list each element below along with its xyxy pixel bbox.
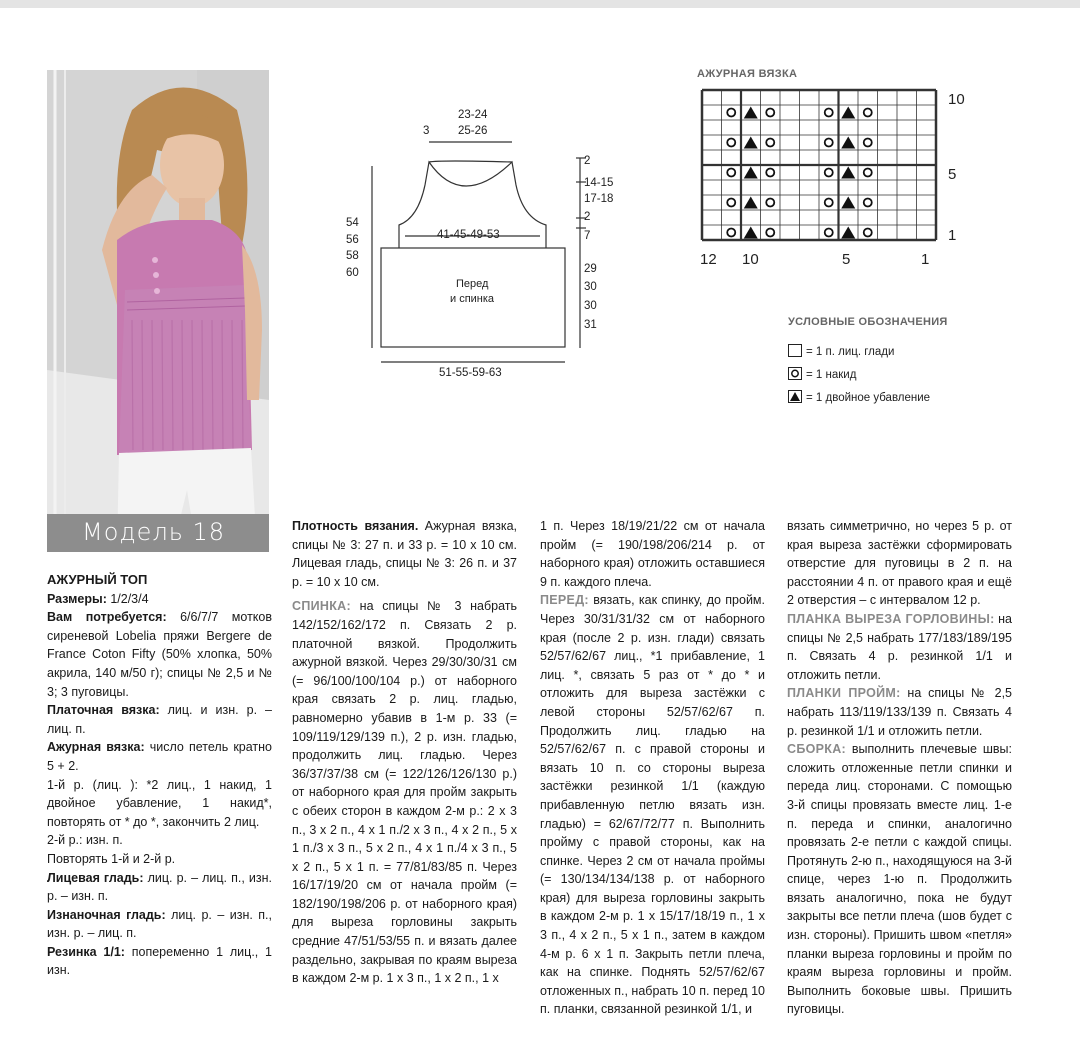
legend-decrease-label: = 1 двойное убавление xyxy=(806,392,931,404)
row-label-5: 5 xyxy=(948,166,957,183)
model-photo xyxy=(47,70,269,552)
double-decrease-symbol xyxy=(841,107,855,119)
length-4: 60 xyxy=(346,267,359,279)
col-label-12: 12 xyxy=(700,251,717,268)
col-label-10: 10 xyxy=(742,251,759,268)
yarn-over-symbol xyxy=(825,139,833,147)
length-2: 56 xyxy=(346,234,359,246)
reverse-stockinette-paragraph: Изнаночная гладь: лиц. р. – изн. п., изн. р. – лиц. п. xyxy=(47,907,272,941)
column-2 xyxy=(292,517,517,988)
body-label-1: Перед xyxy=(456,278,489,290)
column-4 xyxy=(787,517,1012,1019)
body-dim-2: 30 xyxy=(584,281,597,293)
double-decrease-symbol xyxy=(744,167,758,179)
stockinette-paragraph: Лицевая гладь: лиц. р. – лиц. п., изн. р. – изн. п. xyxy=(47,870,272,904)
yarn-over-symbol xyxy=(766,169,774,177)
yarn-over-symbol xyxy=(727,199,735,207)
right-dim-4: 2 xyxy=(584,211,591,223)
double-decrease-symbol xyxy=(744,107,758,119)
materials-paragraph: Вам потребуется: 6/6/7/7 мотков сиреневой Lobelia пряжи Bergere de France Coton Fifty (50% хлопка, 50% акрила, 140 м/50 г); спицы № 2,5 и № 3; 3 пуговицы. xyxy=(47,610,272,699)
gauge-paragraph: Плотность вязания. Ажурная вязка, спицы № 3: 27 п. и 33 р. = 10 x 10 см. Лицевая гладь, спицы № 3: 26 п. и 37 р. = 10 x 10 см. xyxy=(292,519,518,589)
right-dim-1: 2 xyxy=(584,155,591,167)
row-label-1: 1 xyxy=(948,227,957,244)
yarn-over-symbol xyxy=(825,229,833,237)
yarn-over-symbol xyxy=(825,199,833,207)
double-decrease-symbol xyxy=(841,197,855,209)
neckband-paragraph: ПЛАНКА ВЫРЕЗА ГОРЛОВИНЫ: на спицы № 2,5 набрать 177/183/189/195 п. Связать 4 р. резинкой 1/1 и отложить петли. xyxy=(787,611,1012,682)
yarn-over-symbol xyxy=(864,229,872,237)
right-dim-5: 7 xyxy=(584,230,591,242)
column-1 xyxy=(47,571,272,980)
yarn-over-symbol xyxy=(766,199,774,207)
yarn-over-symbol xyxy=(825,169,833,177)
neck-width: 41-45-49-53 xyxy=(437,229,500,241)
yarn-over-symbol xyxy=(766,109,774,117)
bottom-width: 51-55-59-63 xyxy=(439,367,502,379)
yarn-over-symbol xyxy=(727,169,735,177)
double-decrease-symbol xyxy=(744,227,758,239)
length-3: 58 xyxy=(346,250,359,262)
front-continued-paragraph: вязать симметрично, но через 5 р. от края выреза застёжки сформировать отверстие для пуговицы в 2 п. на расстоянии 4 п. от правого края и ещё 2 отверстия – с интервалом 12 р. xyxy=(787,519,1012,608)
legend-knit-label: = 1 п. лиц. глади xyxy=(806,346,895,358)
chart-title: АЖУРНАЯ ВЯЗКА xyxy=(697,68,798,80)
rib-paragraph: Резинка 1/1: попеременно 1 лиц., 1 изн. xyxy=(47,944,272,978)
row-label-10: 10 xyxy=(948,91,965,108)
lace-paragraph: Ажурная вязка: число петель кратно 5 + 2. xyxy=(47,740,272,773)
model-caption xyxy=(47,514,269,552)
body-dim-1: 29 xyxy=(584,263,597,275)
front-paragraph: ПЕРЕД: вязать, как спинку, до пройм. Через 30/31/31/32 см от наборного края (после 2 р. изн. глади) связать 52/57/62/67 лиц., *1 прибавление, 1 лиц. *, связать 5 раз от * до * и отложить для выреза застёжки с левой стороны 52/57/62/67 п. Продолжить лиц. гладью на 52/57/62/67 п. с правой стороны и вязать 10 п. со стороны выреза застёжки резинкой 1/1 (каждую прибавленную петлю вязать изн. гладью) = 62/67/72/77 п. Выполнить пройму с правой стороны, как на спинке. Через 2 см от начала проймы (= 130/134/134/138 р. от наборного края) для выреза горловины закрыть в каждом 2-м р. 1 x 15/17/18/19 п., 1 x 3 п., 4 x 2 п., 5 x 1 п., затем в каждом 4-м р. 6 x 1 п. Закрыть петли плеча, как на спинке. Поднять 52/57/62/67 отложенных п., набрать 10 п. перед 10 п. планки, связанной резинкой 1/1, и xyxy=(540,593,765,1017)
garment-schematic xyxy=(330,100,614,385)
legend-item-decrease xyxy=(788,390,930,404)
body-label-2: и спинка xyxy=(450,293,495,305)
sizes-paragraph: Размеры: 1/2/3/4 xyxy=(47,591,149,606)
yarn-over-symbol xyxy=(864,109,872,117)
row2-paragraph: 2-й р.: изн. п. xyxy=(47,833,123,848)
yarn-over-symbol xyxy=(864,139,872,147)
article-title: АЖУРНЫЙ ТОП xyxy=(47,572,148,587)
back-paragraph: СПИНКА: на спицы № 3 набрать 142/152/162/172 п. Связать 2 р. платочной вязкой. Продолжить ажурной вязкой. Через 29/30/30/31 см (= 96/100/100/104 р.) от наборного края связать 2 р. лиц. гладью, равномерно убавив в 1-м р. 33 (= 109/119/129/139 п.), 2 р. изн. гладью, продолжить лиц. гладью. Через 36/37/37/38 см (= 122/126/126/130 р.) от наборного края для пройм закрыть с обеих сторон в каждом 2-м р.: 2 x 3 п., 3 x 2 п., 4 x 1 п./2 x 3 п., 4 x 2 п., 5 x 1 п./3 x 3 п., 5 x 2 п., 4 x 1 п./4 x 3 п., 5 x 2 п., 5 x 1 п. = 77/81/83/85 п. Через 16/17/19/20 см от начала пройм (= 182/190/198/206 р. от наборного края) для выреза горловины закрыть средние 47/51/53/55 п. и вязать далее раздельно, закрывая по краям выреза в каждом 2-м р. 1 x 3 п., 1 x 2 п., 1 x xyxy=(292,599,517,986)
yarn-over-icon xyxy=(788,367,802,380)
double-decrease-icon xyxy=(788,390,802,403)
yarn-over-symbol xyxy=(727,229,735,237)
top-bar xyxy=(0,0,1080,8)
top-width-2: 25-26 xyxy=(458,125,488,137)
yarn-over-symbol xyxy=(727,109,735,117)
col-label-5: 5 xyxy=(842,251,851,268)
yarn-over-symbol xyxy=(727,139,735,147)
double-decrease-symbol xyxy=(841,167,855,179)
yarn-over-symbol xyxy=(825,109,833,117)
assembly-paragraph: СБОРКА: выполнить плечевые швы: сложить отложенные петли спинки и переда лиц. сторонами. С помощью 3-й спицы провязать вместе лиц. 1-е п. переда и спинки, аналогично провязать 2-е петли с каждой спицы. Протянуть 2-ю п., находящуюся на 3-й спице, через 1-ю п. Продолжить вязать аналогично, пока не будут закрыты все петли плеча (шов будет с изн. стороны). Пришить швом «петля» планки выреза горловины и пройм по краям выреза горловины и пройм. Выполнить боковые швы. Пришить пуговицы. xyxy=(787,742,1012,1017)
legend-title: УСЛОВНЫЕ ОБОЗНАЧЕНИЯ xyxy=(788,316,948,328)
length-1: 54 xyxy=(346,217,359,229)
right-dim-2: 14-15 xyxy=(584,177,614,189)
legend-item-yarnover xyxy=(788,367,856,381)
shoulder-width: 3 xyxy=(423,125,430,137)
repeat-paragraph: Повторять 1-й и 2-й р. xyxy=(47,851,176,866)
row1-paragraph: 1-й р. (лиц. ): *2 лиц., 1 накид, 1 двойное убавление, 1 накид*, повторять от * до *, закончить 2 лиц. xyxy=(47,777,272,829)
double-decrease-symbol xyxy=(841,227,855,239)
armband-paragraph: ПЛАНКИ ПРОЙМ: на спицы № 2,5 набрать 113/119/133/139 п. Связать 4 р. резинкой 1/1 и отложить петли. xyxy=(787,686,1012,738)
legend-yarnover-label: = 1 накид xyxy=(806,369,857,381)
double-decrease-symbol xyxy=(841,137,855,149)
double-decrease-symbol xyxy=(744,137,758,149)
garter-paragraph: Платочная вязка: лиц. и изн. р. – лиц. п. xyxy=(47,703,272,736)
empty-square-icon xyxy=(788,344,802,357)
column-3 xyxy=(540,517,765,1019)
top-width-1: 23-24 xyxy=(458,109,488,121)
body-dim-4: 31 xyxy=(584,319,597,331)
model-caption-text: Модель 18 xyxy=(82,518,226,546)
lace-chart xyxy=(690,82,980,272)
right-dim-3: 17-18 xyxy=(584,193,614,205)
yarn-over-symbol xyxy=(766,229,774,237)
double-decrease-symbol xyxy=(744,197,758,209)
col-label-1: 1 xyxy=(921,251,930,268)
body-dim-3: 30 xyxy=(584,300,597,312)
yarn-over-symbol xyxy=(864,169,872,177)
yarn-over-symbol xyxy=(864,199,872,207)
yarn-over-symbol xyxy=(766,139,774,147)
legend-item-knit xyxy=(788,344,894,358)
back-continued-paragraph: 1 п. Через 18/19/21/22 см от начала пройм (= 190/198/206/214 р. от наборного края) отложить оставшиеся 9 п. каждого плеча. xyxy=(540,519,765,589)
